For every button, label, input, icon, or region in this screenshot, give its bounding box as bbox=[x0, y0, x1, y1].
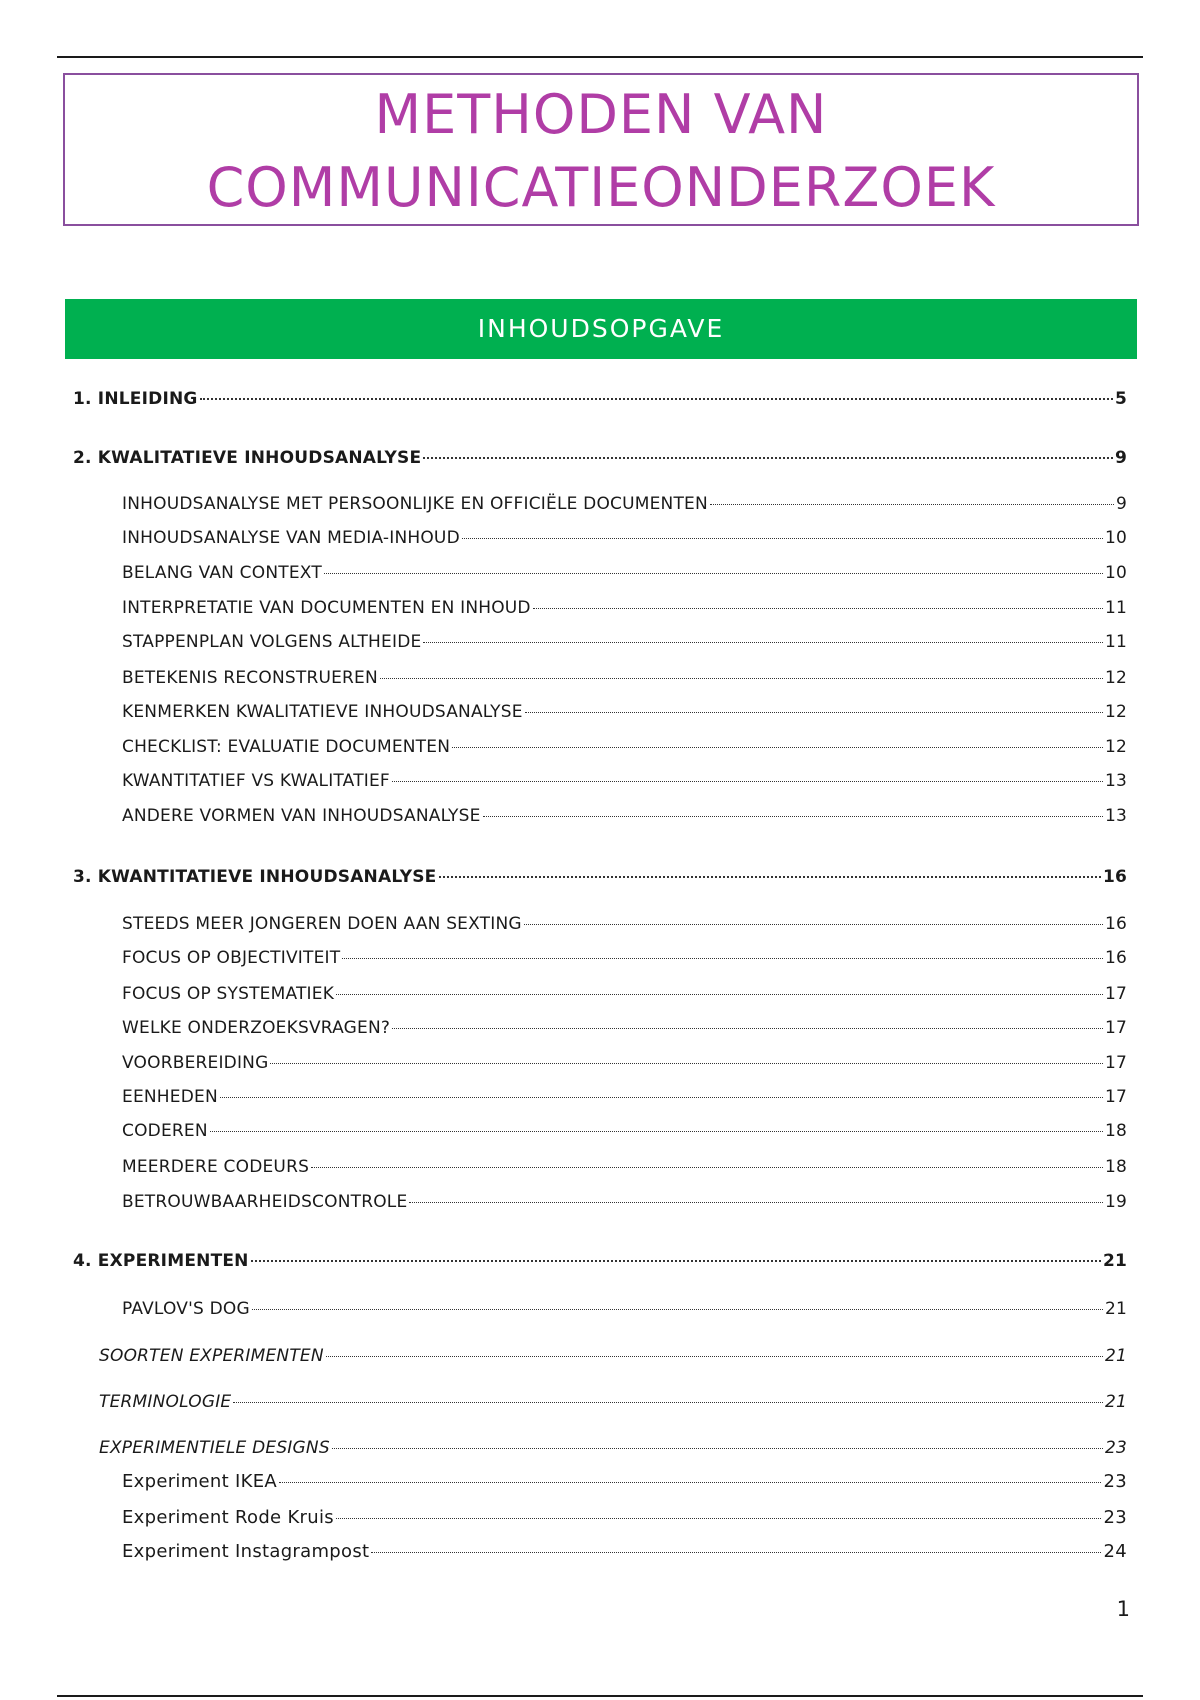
dot-leader bbox=[200, 398, 1113, 400]
toc-entry-page: 18 bbox=[1104, 1157, 1127, 1177]
toc-entry-page: 17 bbox=[1104, 1053, 1127, 1073]
toc-entry-page: 23 bbox=[1104, 1438, 1127, 1458]
toc-entry-label: KWANTITATIEF VS KWALITATIEF bbox=[122, 771, 390, 791]
toc-subsection-entry[interactable] bbox=[122, 1506, 1127, 1530]
dot-leader bbox=[524, 924, 1103, 925]
dot-leader bbox=[533, 608, 1103, 609]
toc-entry-label: 4. EXPERIMENTEN bbox=[73, 1251, 249, 1271]
document-title-line-1: METHODEN VAN bbox=[374, 83, 828, 146]
dot-leader bbox=[423, 642, 1103, 643]
dot-leader bbox=[210, 1131, 1103, 1132]
dot-leader bbox=[324, 573, 1103, 574]
document-title-line-2: COMMUNICATIEONDERZOEK bbox=[206, 156, 996, 219]
toc-entry-page: 10 bbox=[1104, 528, 1127, 548]
dot-leader bbox=[336, 1518, 1102, 1519]
toc-entry-page: 9 bbox=[1114, 448, 1127, 468]
dot-leader bbox=[380, 678, 1103, 679]
toc-section-entry[interactable] bbox=[122, 946, 1127, 970]
dot-leader bbox=[336, 994, 1103, 995]
toc-section-entry[interactable] bbox=[122, 1297, 1127, 1321]
toc-entry-page: 11 bbox=[1104, 632, 1127, 652]
toc-entry-page: 5 bbox=[1114, 389, 1127, 409]
toc-subsection-entry[interactable] bbox=[122, 1470, 1127, 1494]
toc-entry-label: EENHEDEN bbox=[122, 1087, 218, 1107]
toc-entry-page: 12 bbox=[1104, 668, 1127, 688]
toc-entry-label: CODEREN bbox=[122, 1121, 208, 1141]
toc-entry-page: 12 bbox=[1104, 702, 1127, 722]
toc-chapter-kwantitatieve-inhoudsanalyse[interactable] bbox=[73, 865, 1127, 889]
dot-leader bbox=[371, 1552, 1101, 1553]
toc-entry-label: INTERPRETATIE VAN DOCUMENTEN EN INHOUD bbox=[122, 598, 531, 618]
toc-entry-label: TERMINOLOGIE bbox=[99, 1392, 232, 1412]
toc-entry-page: 21 bbox=[1102, 1251, 1127, 1271]
dot-leader bbox=[311, 1167, 1103, 1168]
toc-section-entry[interactable] bbox=[122, 735, 1127, 759]
dot-leader bbox=[233, 1402, 1103, 1403]
toc-entry-page: 21 bbox=[1104, 1346, 1127, 1366]
toc-section-entry[interactable] bbox=[122, 666, 1127, 690]
toc-entry-label: INHOUDSANALYSE MET PERSOONLIJKE EN OFFICIËLE DOCUMENTEN bbox=[122, 494, 708, 514]
toc-entry-page: 21 bbox=[1104, 1392, 1127, 1412]
dot-leader bbox=[710, 504, 1114, 505]
toc-entry-page: 17 bbox=[1104, 984, 1127, 1004]
dot-leader bbox=[220, 1097, 1103, 1098]
toc-entry-label: PAVLOV'S DOG bbox=[122, 1299, 250, 1319]
toc-chapter-inleiding[interactable] bbox=[73, 387, 1127, 411]
toc-entry-page: 19 bbox=[1104, 1192, 1127, 1212]
toc-section-entry[interactable] bbox=[122, 700, 1127, 724]
toc-entry-label: 2. KWALITATIEVE INHOUDSANALYSE bbox=[73, 448, 422, 468]
toc-entry-label: FOCUS OP SYSTEMATIEK bbox=[122, 984, 335, 1004]
toc-section-entry[interactable] bbox=[122, 982, 1127, 1006]
toc-entry-label: INHOUDSANALYSE VAN MEDIA-INHOUD bbox=[122, 528, 460, 548]
toc-entry-label: WELKE ONDERZOEKSVRAGEN? bbox=[122, 1018, 391, 1038]
toc-entry-label: SOORTEN EXPERIMENTEN bbox=[99, 1346, 324, 1366]
page-number: 1 bbox=[1116, 1597, 1130, 1621]
dot-leader bbox=[251, 1260, 1101, 1262]
toc-section-entry[interactable] bbox=[122, 1190, 1127, 1214]
dot-leader bbox=[452, 747, 1103, 748]
toc-section-entry[interactable] bbox=[122, 912, 1127, 936]
toc-section-entry[interactable] bbox=[122, 526, 1127, 550]
toc-entry-label: VOORBEREIDING bbox=[122, 1053, 269, 1073]
toc-entry-page: 11 bbox=[1104, 598, 1127, 618]
toc-entry-label: 3. KWANTITATIEVE INHOUDSANALYSE bbox=[73, 867, 437, 887]
toc-section-entry[interactable] bbox=[122, 630, 1127, 654]
toc-entry-label: EXPERIMENTIELE DESIGNS bbox=[99, 1438, 330, 1458]
toc-entry-page: 16 bbox=[1104, 914, 1127, 934]
toc-entry-label: FOCUS OP OBJECTIVITEIT bbox=[122, 948, 341, 968]
toc-subsection-entry[interactable] bbox=[122, 1540, 1127, 1564]
dot-leader bbox=[332, 1448, 1103, 1449]
toc-entry-label: BETROUWBAARHEIDSCONTROLE bbox=[122, 1192, 408, 1212]
toc-entry-label: STAPPENPLAN VOLGENS ALTHEIDE bbox=[122, 632, 422, 652]
toc-chapter-kwalitatieve-inhoudsanalyse[interactable] bbox=[73, 446, 1127, 470]
toc-chapter-experimenten[interactable] bbox=[73, 1249, 1127, 1273]
toc-section-entry[interactable] bbox=[122, 769, 1127, 793]
dot-leader bbox=[392, 781, 1103, 782]
dot-leader bbox=[525, 712, 1103, 713]
dot-leader bbox=[439, 876, 1101, 878]
dot-leader bbox=[326, 1356, 1103, 1357]
toc-entry-page: 23 bbox=[1103, 1471, 1127, 1492]
toc-entry-label: MEERDERE CODEURS bbox=[122, 1157, 310, 1177]
toc-heading: INHOUDSOPGAVE bbox=[65, 299, 1137, 359]
dot-leader bbox=[270, 1063, 1102, 1064]
toc-entry-page: 23 bbox=[1103, 1507, 1127, 1528]
toc-entry-label: 1. INLEIDING bbox=[73, 389, 198, 409]
dot-leader bbox=[392, 1028, 1103, 1029]
toc-entry-page: 18 bbox=[1104, 1121, 1127, 1141]
toc-section-entry[interactable] bbox=[122, 1016, 1127, 1040]
toc-entry-label: ANDERE VORMEN VAN INHOUDSANALYSE bbox=[122, 806, 481, 826]
dot-leader bbox=[342, 958, 1103, 959]
toc-entry-label: KENMERKEN KWALITATIEVE INHOUDSANALYSE bbox=[122, 702, 523, 722]
toc-section-entry[interactable] bbox=[122, 561, 1127, 585]
toc-section-entry[interactable] bbox=[99, 1390, 1127, 1414]
toc-entry-page: 24 bbox=[1103, 1541, 1127, 1562]
toc-entry-page: 9 bbox=[1115, 494, 1127, 514]
toc-entry-page: 21 bbox=[1104, 1299, 1127, 1319]
dot-leader bbox=[483, 816, 1103, 817]
toc-section-entry[interactable] bbox=[122, 596, 1127, 620]
toc-section-entry[interactable] bbox=[122, 492, 1127, 516]
toc-entry-label: Experiment Instagrampost bbox=[122, 1541, 370, 1562]
toc-entry-page: 17 bbox=[1104, 1087, 1127, 1107]
toc-section-entry[interactable] bbox=[122, 1085, 1127, 1109]
bottom-rule bbox=[57, 1695, 1143, 1697]
toc-entry-page: 17 bbox=[1104, 1018, 1127, 1038]
dot-leader bbox=[423, 457, 1113, 459]
toc-section-entry[interactable] bbox=[122, 1051, 1127, 1075]
toc-entry-label: BELANG VAN CONTEXT bbox=[122, 563, 322, 583]
toc-entry-page: 16 bbox=[1104, 948, 1127, 968]
toc-entry-page: 16 bbox=[1102, 867, 1127, 887]
dot-leader bbox=[462, 538, 1103, 539]
toc-entry-label: Experiment Rode Kruis bbox=[122, 1507, 334, 1528]
toc-section-entry[interactable] bbox=[122, 1155, 1127, 1179]
toc-section-entry[interactable] bbox=[99, 1436, 1127, 1460]
toc-section-entry[interactable] bbox=[122, 1119, 1127, 1143]
toc-section-entry[interactable] bbox=[99, 1344, 1127, 1368]
toc-entry-page: 10 bbox=[1104, 563, 1127, 583]
toc-entry-page: 13 bbox=[1104, 771, 1127, 791]
dot-leader bbox=[409, 1202, 1103, 1203]
toc-entry-label: CHECKLIST: EVALUATIE DOCUMENTEN bbox=[122, 737, 451, 757]
toc-entry-label: Experiment IKEA bbox=[122, 1471, 278, 1492]
toc-entry-label: BETEKENIS RECONSTRUEREN bbox=[122, 668, 378, 688]
dot-leader bbox=[279, 1482, 1101, 1483]
toc-entry-page: 12 bbox=[1104, 737, 1127, 757]
toc-entry-label: STEEDS MEER JONGEREN DOEN AAN SEXTING bbox=[122, 914, 522, 934]
toc-section-entry[interactable] bbox=[122, 804, 1127, 828]
toc-entry-page: 13 bbox=[1104, 806, 1127, 826]
dot-leader bbox=[252, 1309, 1103, 1310]
